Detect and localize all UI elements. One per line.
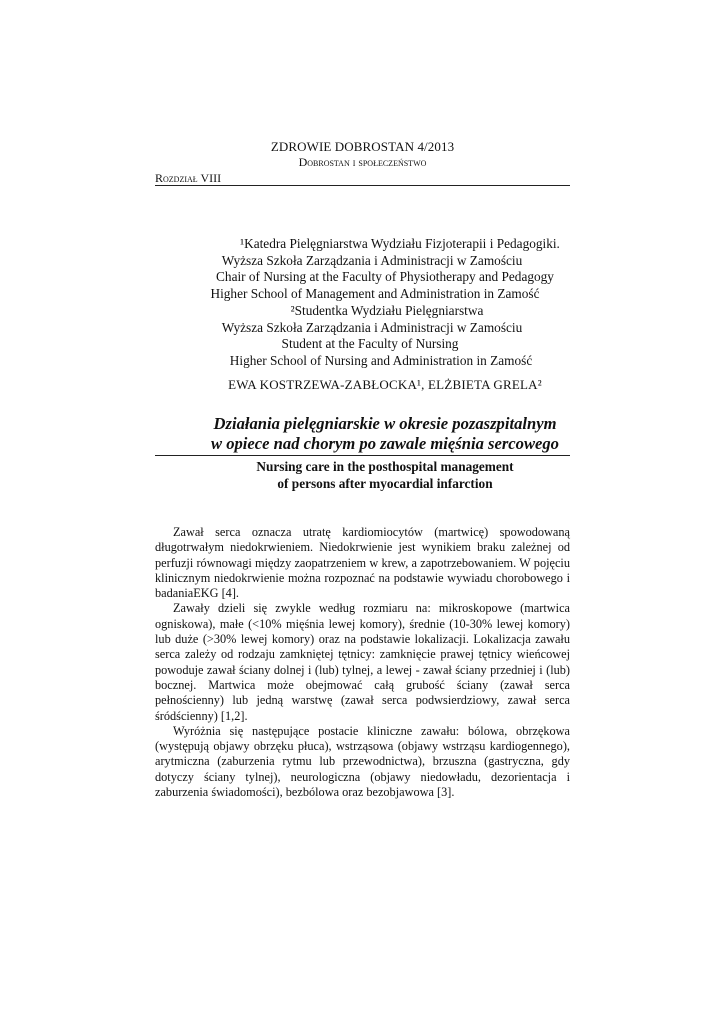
header-divider <box>155 185 570 186</box>
affiliation-line: ²Studentka Wydziału Pielęgniarstwa <box>290 303 484 318</box>
title-line: w opiece nad chorym po zawale mięśnia sercowego <box>211 434 559 453</box>
journal-header: ZDROWIE DOBROSTAN 4/2013 <box>270 139 455 154</box>
title-line: of persons after myocardial infarction <box>277 476 493 491</box>
affiliation-line: Chair of Nursing at the Faculty of Physiotherapy and Pedagogy <box>216 269 554 285</box>
authors-line: EWA KOSTRZEWA-ZABŁOCKA¹, ELŻBIETA GRELA² <box>228 377 542 392</box>
affiliation-1 <box>155 236 615 302</box>
title-divider <box>155 455 570 456</box>
article-title-polish <box>155 414 645 454</box>
title-line: Działania pielęgniarskie w okresie pozaszpitalnym <box>213 414 557 433</box>
affiliation-2 <box>155 303 615 369</box>
affiliation-line: Wyższa Szkoła Zarządzania i Administracji w Zamościu <box>221 319 523 335</box>
affiliation-line: Higher School of Nursing and Administration in Zamość <box>229 352 533 368</box>
affiliation-line: Student at the Faculty of Nursing <box>281 336 459 352</box>
body-paragraph: Zawały dzieli się zwykle według rozmiaru na: mikroskopowe (martwica ogniskowa), małe (<10% mięśnia lewej komory), średnie (10-30% lewej komory) lub duże (>30% lewej komory) oraz na podstawie lokalizacji. Lokalizacja zawału serca zależy od rodzaju zamkniętej tętnicy: zamknięcie prawej tętnicy wieńcowej powoduje zawał ściany dolnej i (lub) tylnej, a lewej - zawał ściany przedniej i (lub) bocznej. Martwica może obejmować całą grubość ściany (zawał serca pełnościenny) lub jedną warstwę (zawał serca podwsierdziowy, zawał serca śródścienny) [1,2]. <box>155 601 570 723</box>
affiliation-line: ¹Katedra Pielęgniarstwa Wydziału Fizjoterapii i Pedagogiki. <box>240 236 560 251</box>
body-paragraph: Wyróżnia się następujące postacie kliniczne zawału: bólowa, obrzękowa (występują objawy obrzęku płuca), wstrząsowa (objawy wstrząsu kardiogennego), arytmiczna (zaburzenia rytmu lub przewodnictwa), brzuszna (gastryczna, gdy dotyczy ściany tylnej), neurologiczna (objawy niedowładu, dezorientacja i zaburzenia świadomości), bezbólowa oraz bezobjawowa [3]. <box>155 723 570 800</box>
article-title-english <box>155 458 660 492</box>
section-header: Dobrostan i społeczeństwo <box>298 155 427 169</box>
title-line: Nursing care in the posthospital management <box>256 459 514 474</box>
affiliation-line: Higher School of Management and Administration in Zamość <box>210 285 540 301</box>
chapter-label: Rozdział VIII <box>155 171 222 185</box>
body-paragraph: Zawał serca oznacza utratę kardiomiocytów (martwicę) spowodowaną długotrwałym niedokrwieniem. Niedokrwienie jest wynikiem braku zależnej od perfuzji równowagi między zaopatrzeniem w krew, a zapotrzebowaniem. W pojęciu klinicznym niedokrwienie można rozpoznać na podstawie wywiadu chorobowego i badaniaEKG [4]. <box>155 525 570 601</box>
article-body <box>155 525 570 800</box>
affiliation-line: Wyższa Szkoła Zarządzania i Administracji w Zamościu <box>221 252 523 268</box>
